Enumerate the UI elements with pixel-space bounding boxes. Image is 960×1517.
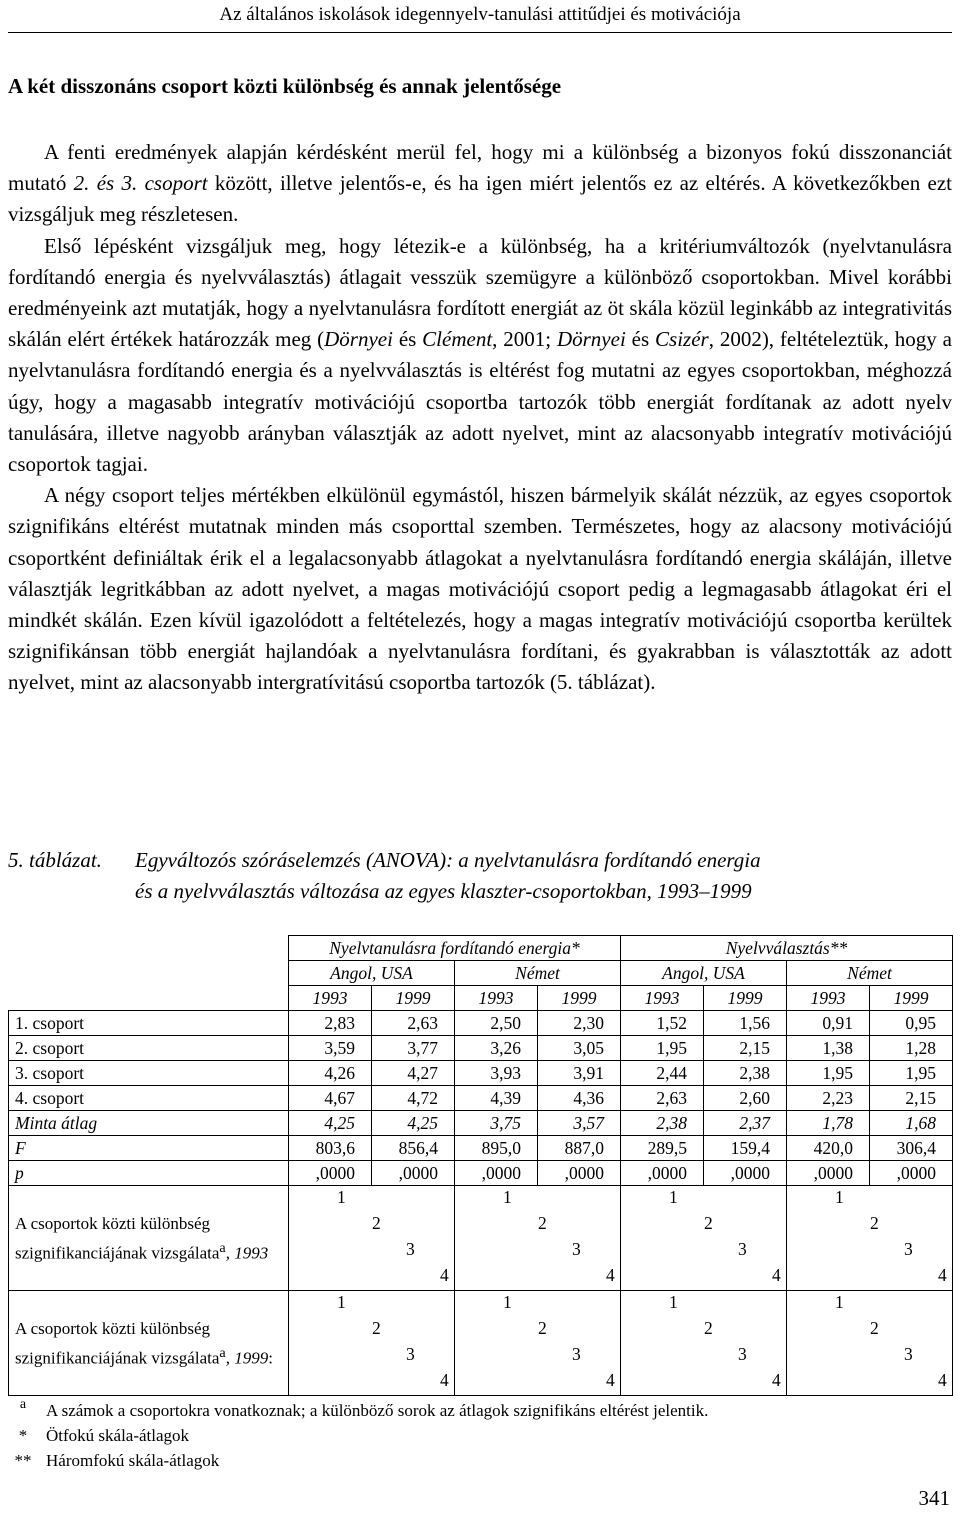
sig-group-number: 1 <box>337 1292 346 1312</box>
sig-group-number: 4 <box>606 1370 615 1390</box>
sig-group-number: 2 <box>870 1213 879 1233</box>
sig-stack <box>621 1186 787 1291</box>
sig-group-number: 3 <box>406 1239 415 1259</box>
header-row-groups <box>9 936 953 961</box>
footnote-mark: ** <box>14 1451 32 1470</box>
sig-group-number: 1 <box>503 1187 512 1207</box>
footnote-mark: * <box>18 1426 28 1445</box>
row-label: 1. csoport <box>9 1011 289 1036</box>
sig-group-number: 2 <box>870 1318 879 1338</box>
year-header: 1999 <box>870 986 953 1011</box>
year-header: 1993 <box>455 986 538 1011</box>
group-header-energy: Nyelvtanulásra fordítandó energia* <box>289 936 621 961</box>
lang-header: Angol, USA <box>289 961 455 986</box>
year-header: 1993 <box>787 986 870 1011</box>
caption-line-2: és a nyelvválasztás változása az egyes klaszter-csoportokban, 1993–1999 <box>135 879 752 903</box>
row-label: 3. csoport <box>9 1061 289 1086</box>
sig-stack <box>289 1291 455 1396</box>
lang-header: Német <box>787 961 953 986</box>
lang-header: Német <box>455 961 621 986</box>
sig-group-number: 1 <box>835 1292 844 1312</box>
paragraph-2: Első lépésként vizsgáljuk meg, hogy létezik-e a különbség, ha a kritériumváltozók (nyelvtanulásra fordítandó energia és nyelvválasztás) átlagait vesszük szemügyre a különböző csoportokban. Mivel korábbi eredményeink azt mutatják, hogy a nyelvtanulásra fordított energiát az öt skála közül leginkább az integrativitás skálán elért értékek határozzák meg (Dörnyei és Clément, 2001; Dörnyei és Csizér, 2002), feltételeztük, hogy a nyelvtanulásra fordítandó energia és a nyelvválasztás is eltérést fog mutatni az egyes csoportokban, méghozzá úgy, hogy a magasabb integratív motivációjú csoportba tartozók több energiát fordítanak az adott nyelv tanulására, illetve nagyobb arányban választják az adott nyelvet, mint az alacsonyabb integratív motivációjú csoportok tagjai. <box>8 233 952 477</box>
sig-group-number: 4 <box>440 1265 449 1285</box>
year-header: 1999 <box>538 986 621 1011</box>
paragraph-3: A négy csoport teljes mértékben elkülönül egymástól, hiszen bármelyik skálát nézzük, az egyes csoportok szignifikáns eltérést mutatnak minden más csoporttal szemben. Természetes, hogy az alacsony motivációjú csoportként definiáltak érik el a legalacsonyabb átlagokat a nyelvtanulásra fordítandó energia skáláján, illetve választják legritkábban az adott nyelvet, a magas motivációjú csoport pedig a legmagasabb átlagokat éri el mindkét skálán. Ezen kívül igazolódott a feltételezés, hogy a magas integratív motivációjú csoportba kerültek szignifikánsan több energiát hajlandóak a nyelvtanulásra fordítani, és gyakrabban is választották az adott nyelvet, mint az alacsonyabb intergratívitású csoportba tartozók (5. táblázat). <box>8 483 952 695</box>
sig-group-number: 4 <box>440 1370 449 1390</box>
running-header: Az általános iskolások idegennyelv-tanulási attitűdjei és motivációja <box>219 4 741 25</box>
sig-group-number: 3 <box>738 1344 747 1364</box>
sig-group-number: 2 <box>372 1318 381 1338</box>
footnote-text: Ötfokú skála-átlagok <box>46 1426 190 1445</box>
sig-stack <box>455 1186 621 1291</box>
table-row: 2. csoport 3,59 3,77 3,26 3,05 1,95 2,15 1,38 1,28 <box>9 1036 953 1061</box>
sig-group-number: 1 <box>503 1292 512 1312</box>
sig-group-number: 3 <box>738 1239 747 1259</box>
sig-group-number: 2 <box>704 1318 713 1338</box>
sig-group-number: 2 <box>538 1318 547 1338</box>
sig-group-number: 2 <box>538 1213 547 1233</box>
sig-group-number: 2 <box>372 1213 381 1233</box>
body-text <box>8 137 952 699</box>
p-row: p ,0000 ,0000 ,0000 ,0000 ,0000 ,0000 ,0000 ,0000 <box>9 1161 953 1186</box>
caption-line-1: Egyváltozós szóráselemzés (ANOVA): a nyelvtanulásra fordítandó energia <box>135 848 761 872</box>
year-header: 1993 <box>289 986 372 1011</box>
table-number: 5. táblázat. <box>8 848 102 872</box>
row-label: p <box>9 1161 289 1186</box>
footnote-text: Háromfokú skála-átlagok <box>46 1451 220 1470</box>
footnote-mark: a <box>19 1397 27 1412</box>
sig-group-number: 1 <box>669 1187 678 1207</box>
year-header: 1993 <box>621 986 704 1011</box>
table-caption <box>8 845 952 907</box>
sig-stack <box>787 1186 953 1291</box>
header-row-years <box>9 986 953 1011</box>
sig-group-number: 4 <box>772 1370 781 1390</box>
footnote-text: A számok a csoportokra vonatkoznak; a különböző sorok az átlagok szignifikáns eltérést jelentik. <box>46 1401 709 1420</box>
year-header: 1999 <box>372 986 455 1011</box>
section-title: A két disszonáns csoport közti különbség és annak jelentősége <box>8 74 562 98</box>
sig-group-number: 4 <box>938 1370 947 1390</box>
sig-group-number: 3 <box>406 1344 415 1364</box>
sig-stack <box>455 1291 621 1396</box>
sig-group-number: 4 <box>938 1265 947 1285</box>
row-label: 4. csoport <box>9 1086 289 1111</box>
table-row: 3. csoport 4,26 4,27 3,93 3,91 2,44 2,38 1,95 1,95 <box>9 1061 953 1086</box>
group-header-choice: Nyelvválasztás** <box>621 936 953 961</box>
paragraph-1: A fenti eredmények alapján kérdésként merül fel, hogy mi a különbség a bizonyos fokú disszonanciát mutató 2. és 3. csoport között, illetve jelentős-e, és ha igen miért jelentős ez az eltérés. A következőkben ezt vizsgáljuk meg részletesen. <box>8 140 952 227</box>
sig-group-number: 2 <box>704 1213 713 1233</box>
header-row-languages <box>9 961 953 986</box>
sig-group-number: 4 <box>606 1265 615 1285</box>
year-header: 1999 <box>704 986 787 1011</box>
table-row: 4. csoport 4,67 4,72 4,39 4,36 2,63 2,60 2,23 2,15 <box>9 1086 953 1111</box>
sig-group-number: 1 <box>669 1292 678 1312</box>
mean-row: Minta átlag 4,25 4,25 3,75 3,57 2,38 2,37 1,78 1,68 <box>9 1111 953 1136</box>
sig-group-number: 1 <box>835 1187 844 1207</box>
sig-label-1993: A csoportok közti különbség szignifikanciájának vizsgálata$^a$, 1993 <box>9 1186 289 1291</box>
sig-stack <box>621 1291 787 1396</box>
sig-group-number: 4 <box>772 1265 781 1285</box>
sig-stack <box>787 1291 953 1396</box>
row-label: F <box>9 1136 289 1161</box>
table-row: 1. csoport 2,83 2,63 2,50 2,30 1,52 1,56 0,91 0,95 <box>9 1011 953 1036</box>
sig-group-number: 3 <box>904 1239 913 1259</box>
sig-stack <box>289 1186 455 1291</box>
sig-group-number: 1 <box>337 1187 346 1207</box>
header-rule <box>8 32 952 33</box>
row-label: Minta átlag <box>9 1111 289 1136</box>
sig-group-number: 3 <box>904 1344 913 1364</box>
sig-row-1999 <box>9 1291 953 1396</box>
f-row: F 803,6 856,4 895,0 887,0 289,5 159,4 420,0 306,4 <box>9 1136 953 1161</box>
page-number: 341 <box>918 1486 950 1510</box>
sig-group-number: 3 <box>572 1344 581 1364</box>
anova-table <box>8 935 953 1396</box>
lang-header: Angol, USA <box>621 961 787 986</box>
sig-row-1993 <box>9 1186 953 1291</box>
sig-group-number: 3 <box>572 1239 581 1259</box>
sig-label-1999: A csoportok közti különbség szignifikanciájának vizsgálata$^a$, 1999: <box>9 1291 289 1396</box>
row-label: 2. csoport <box>9 1036 289 1061</box>
